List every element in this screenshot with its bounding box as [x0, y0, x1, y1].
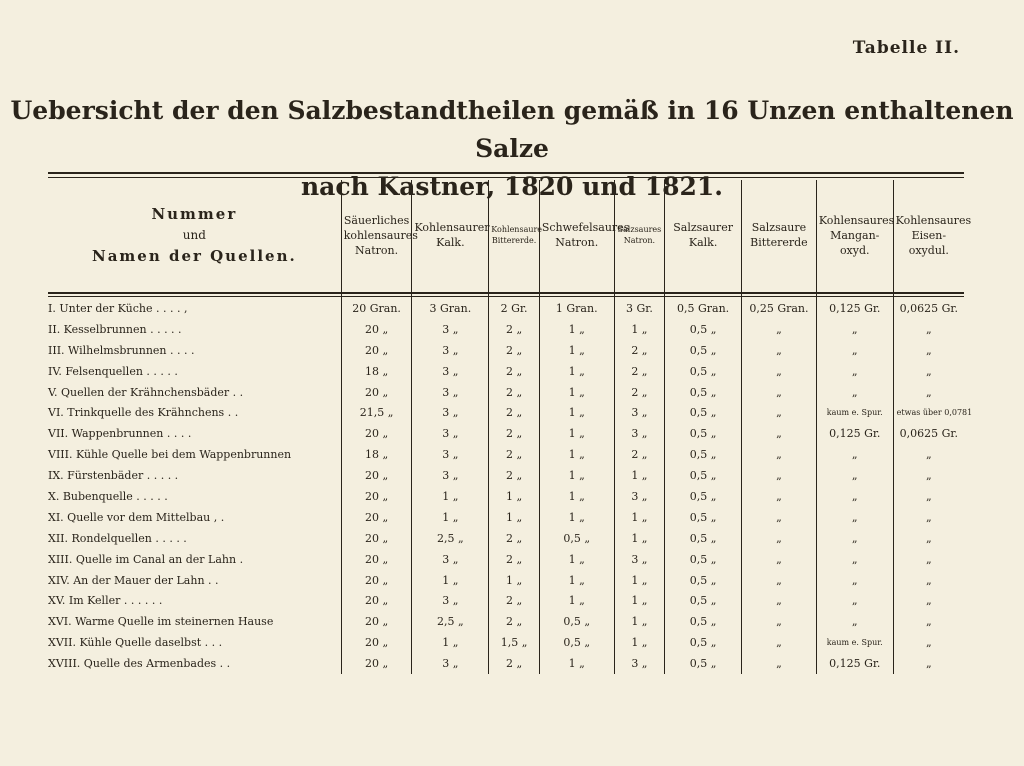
value-cell: „ [893, 590, 964, 611]
spring-name-cell: XVIII. Quelle des Armenbades . . [48, 657, 231, 671]
value-cell: 2 „ [614, 340, 665, 361]
value-cell: 0,125 Gr. [816, 653, 893, 674]
value-cell: 1 „ [489, 486, 540, 507]
value-cell: 1 „ [412, 486, 489, 507]
header-col-9: Kohlensaures Eisen-oxydul. [893, 180, 964, 290]
value-cell: 1 „ [539, 361, 614, 382]
spring-name-cell: II. Kesselbrunnen . . . . . [48, 322, 182, 336]
header-col-6: Salzsaurer Kalk. [665, 180, 742, 290]
value-cell: 2,5 „ [412, 528, 489, 549]
value-cell: „ [816, 611, 893, 632]
value-cell: „ [893, 549, 964, 570]
table-row [48, 590, 964, 611]
value-cell: 20 „ [341, 340, 412, 361]
header-col-1: Säuerliches kohlensaures Natron. [341, 180, 412, 290]
value-cell: 0,5 „ [665, 465, 742, 486]
value-cell: etwas über 0,0781 [893, 402, 964, 423]
value-cell: 0,125 Gr. [816, 423, 893, 444]
spring-name-cell: XV. Im Keller . . . . . . [48, 594, 163, 608]
table-row [48, 290, 964, 319]
header-nummer: Nummer [151, 204, 238, 223]
header-namen: Namen der Quellen. [91, 246, 297, 265]
value-cell: „ [893, 611, 964, 632]
value-cell: „ [893, 653, 964, 674]
spring-name-cell: VIII. Kühle Quelle bei dem Wappenbrunnen [48, 448, 292, 462]
value-cell: 20 „ [341, 590, 412, 611]
value-cell: 1 „ [614, 611, 665, 632]
value-cell: 3 „ [614, 486, 665, 507]
value-cell: 1 „ [539, 507, 614, 528]
value-cell: „ [816, 528, 893, 549]
value-cell: 1 „ [614, 570, 665, 591]
spring-name-cell: XIV. An der Mauer der Lahn . . [48, 573, 219, 587]
value-cell: 2 Gr. [489, 290, 540, 319]
value-cell: „ [742, 549, 817, 570]
table-row [48, 444, 964, 465]
value-cell: „ [742, 528, 817, 549]
value-cell: 1 „ [539, 653, 614, 674]
spring-name-cell: IV. Felsenquellen . . . . . [48, 364, 178, 378]
value-cell: kaum e. Spur. [816, 402, 893, 423]
value-cell: 0,5 „ [665, 590, 742, 611]
table-row [48, 570, 964, 591]
value-cell: 1 „ [614, 528, 665, 549]
value-cell: 20 „ [341, 611, 412, 632]
salts-table [48, 180, 973, 674]
value-cell: 0,5 „ [665, 423, 742, 444]
spring-name-cell: XII. Rondelquellen . . . . . [48, 531, 187, 545]
value-cell: „ [742, 465, 817, 486]
value-cell: 0,5 „ [665, 653, 742, 674]
value-cell: 3 „ [412, 402, 489, 423]
header-col-8: Kohlensaures Mangan-oxyd. [816, 180, 893, 290]
value-cell: 2 „ [489, 382, 540, 403]
title-line-1: Uebersicht der den Salzbestandtheilen gemäß in 16 Unzen enthaltenen Salze [10, 96, 1014, 163]
value-cell: 1 „ [412, 507, 489, 528]
header-name-column [48, 180, 341, 290]
value-cell: 3 „ [412, 361, 489, 382]
value-cell: „ [893, 570, 964, 591]
table-row [48, 507, 964, 528]
value-cell: „ [816, 465, 893, 486]
value-cell: 1,5 „ [489, 632, 540, 653]
value-cell: „ [893, 319, 964, 340]
value-cell: „ [816, 340, 893, 361]
value-cell: 1 „ [614, 465, 665, 486]
value-cell: 1 „ [539, 423, 614, 444]
value-cell: 20 „ [341, 319, 412, 340]
value-cell: 2 „ [614, 382, 665, 403]
value-cell: 0,5 „ [665, 382, 742, 403]
spring-name-cell: XVII. Kühle Quelle daselbst . . . [48, 636, 223, 650]
value-cell: 1 „ [614, 319, 665, 340]
table-row [48, 611, 964, 632]
spring-name-cell: X. Bubenquelle . . . . . [48, 489, 168, 503]
value-cell: 20 „ [341, 549, 412, 570]
table-row [48, 486, 964, 507]
table-header-row [48, 180, 964, 290]
value-cell: 0,5 „ [665, 340, 742, 361]
value-cell: „ [742, 653, 817, 674]
value-cell: „ [742, 590, 817, 611]
table-row [48, 632, 964, 653]
value-cell: „ [742, 423, 817, 444]
spring-name-cell: XI. Quelle vor dem Mittelbau , . [48, 510, 225, 524]
value-cell: 0,0625 Gr. [893, 290, 964, 319]
value-cell: „ [893, 465, 964, 486]
value-cell: „ [816, 507, 893, 528]
table-row [48, 402, 964, 423]
value-cell: 20 „ [341, 528, 412, 549]
table-row [48, 549, 964, 570]
value-cell: 0,5 „ [665, 507, 742, 528]
value-cell: „ [742, 382, 817, 403]
spring-name-cell: IX. Fürstenbäder . . . . . [48, 469, 179, 483]
value-cell: 3 „ [412, 653, 489, 674]
page-label: Tabelle II. [852, 38, 960, 58]
value-cell: „ [816, 590, 893, 611]
value-cell: kaum e. Spur. [816, 632, 893, 653]
value-cell: 3 „ [614, 423, 665, 444]
value-cell: 20 „ [341, 382, 412, 403]
value-cell: 1 „ [412, 570, 489, 591]
value-cell: 0,5 „ [665, 444, 742, 465]
table-row [48, 423, 964, 444]
value-cell: „ [742, 319, 817, 340]
value-cell: 20 „ [341, 486, 412, 507]
value-cell: 1 „ [539, 382, 614, 403]
value-cell: 0,5 „ [665, 486, 742, 507]
table-body [48, 290, 973, 674]
header-col-3: Kohlensaure Bittererde. [489, 180, 540, 290]
header-col-4: Schwefelsaures Natron. [539, 180, 614, 290]
value-cell: „ [742, 570, 817, 591]
value-cell: 0,5 „ [539, 611, 614, 632]
value-cell: „ [893, 528, 964, 549]
value-cell: „ [893, 444, 964, 465]
value-cell: 1 „ [539, 444, 614, 465]
value-cell: „ [816, 549, 893, 570]
table-row [48, 382, 964, 403]
value-cell: 0,5 „ [665, 402, 742, 423]
value-cell: 0,5 „ [665, 528, 742, 549]
value-cell: 20 „ [341, 570, 412, 591]
value-cell: 1 „ [539, 340, 614, 361]
table-row [48, 319, 964, 340]
value-cell: 20 „ [341, 632, 412, 653]
value-cell: 1 „ [489, 507, 540, 528]
spring-name-cell: XVI. Warme Quelle im steinernen Hause [48, 615, 274, 629]
value-cell: „ [893, 486, 964, 507]
spring-name-cell: III. Wilhelmsbrunnen . . . . [48, 343, 195, 357]
spring-name-cell: VII. Wappenbrunnen . . . . [48, 427, 192, 441]
value-cell: „ [816, 570, 893, 591]
header-col-5: Salzsaures Natron. [614, 180, 665, 290]
value-cell: 0,5 „ [665, 319, 742, 340]
value-cell: 0,25 Gran. [742, 290, 817, 319]
value-cell: 3 „ [614, 402, 665, 423]
table-row [48, 465, 964, 486]
value-cell: 3 Gran. [412, 290, 489, 319]
value-cell: 2 „ [614, 444, 665, 465]
value-cell: „ [893, 382, 964, 403]
value-cell: „ [742, 444, 817, 465]
value-cell: „ [742, 507, 817, 528]
value-cell: 3 „ [412, 319, 489, 340]
value-cell: 0,5 „ [539, 632, 614, 653]
value-cell: 3 „ [412, 590, 489, 611]
value-cell: 0,5 „ [665, 549, 742, 570]
value-cell: „ [816, 382, 893, 403]
value-cell: „ [816, 444, 893, 465]
value-cell: „ [742, 486, 817, 507]
value-cell: 2 „ [489, 465, 540, 486]
value-cell: 2 „ [489, 444, 540, 465]
value-cell: 1 „ [539, 465, 614, 486]
value-cell: 3 „ [412, 382, 489, 403]
value-cell: 2 „ [489, 319, 540, 340]
value-cell: 1 „ [539, 570, 614, 591]
value-cell: 1 Gran. [539, 290, 614, 319]
table-row [48, 528, 964, 549]
value-cell: 2 „ [489, 611, 540, 632]
value-cell: 0,125 Gr. [816, 290, 893, 319]
value-cell: 1 „ [412, 632, 489, 653]
value-cell: 0,5 „ [665, 611, 742, 632]
value-cell: 1 „ [539, 486, 614, 507]
value-cell: 3 „ [614, 653, 665, 674]
spring-name-cell: XIII. Quelle im Canal an der Lahn . [48, 552, 244, 566]
value-cell: „ [893, 340, 964, 361]
value-cell: 2 „ [489, 549, 540, 570]
value-cell: 1 „ [614, 590, 665, 611]
header-und: und [182, 227, 206, 242]
value-cell: „ [816, 486, 893, 507]
value-cell: „ [742, 611, 817, 632]
value-cell: 20 „ [341, 465, 412, 486]
value-cell: 1 „ [539, 590, 614, 611]
value-cell: 20 „ [341, 507, 412, 528]
value-cell: „ [742, 361, 817, 382]
value-cell: 3 „ [412, 465, 489, 486]
spring-name-cell: VI. Trinkquelle des Krähnchens . . [48, 406, 239, 420]
value-cell: 0,5 „ [665, 632, 742, 653]
value-cell: 0,0625 Gr. [893, 423, 964, 444]
value-cell: 18 „ [341, 444, 412, 465]
value-cell: 0,5 Gran. [665, 290, 742, 319]
value-cell: 2 „ [489, 590, 540, 611]
value-cell: 21,5 „ [341, 402, 412, 423]
value-cell: 3 „ [412, 340, 489, 361]
value-cell: 0,5 „ [665, 361, 742, 382]
spring-name-cell: I. Unter der Küche . . . . , [48, 301, 188, 315]
title-line-2: nach Kastner, 1820 und 1821. [301, 172, 723, 201]
value-cell: 2 „ [489, 361, 540, 382]
value-cell: 1 „ [489, 570, 540, 591]
value-cell: 1 „ [539, 402, 614, 423]
value-cell: „ [816, 319, 893, 340]
top-rule [48, 172, 964, 178]
value-cell: 3 „ [412, 549, 489, 570]
value-cell: 2 „ [489, 653, 540, 674]
value-cell: „ [893, 507, 964, 528]
value-cell: 2 „ [489, 340, 540, 361]
value-cell: „ [742, 340, 817, 361]
header-col-2: Kohlensaurer Kalk. [412, 180, 489, 290]
value-cell: 20 Gran. [341, 290, 412, 319]
value-cell: 1 „ [614, 507, 665, 528]
value-cell: 1 „ [539, 549, 614, 570]
value-cell: 2 „ [489, 423, 540, 444]
spring-name-cell: V. Quellen der Krähnchensbäder . . [48, 385, 244, 399]
value-cell: 0,5 „ [539, 528, 614, 549]
value-cell: 0,5 „ [665, 570, 742, 591]
table-row [48, 653, 964, 674]
value-cell: 3 Gr. [614, 290, 665, 319]
header-col-7: Salzsaure Bittererde [742, 180, 817, 290]
value-cell: 18 „ [341, 361, 412, 382]
value-cell: „ [742, 632, 817, 653]
value-cell: 20 „ [341, 423, 412, 444]
value-cell: 3 „ [412, 423, 489, 444]
value-cell: 1 „ [539, 319, 614, 340]
value-cell: „ [816, 361, 893, 382]
value-cell: 2 „ [489, 402, 540, 423]
value-cell: 20 „ [341, 653, 412, 674]
table-row [48, 361, 964, 382]
value-cell: 3 „ [614, 549, 665, 570]
value-cell: „ [742, 402, 817, 423]
value-cell: 2 „ [489, 528, 540, 549]
value-cell: 2,5 „ [412, 611, 489, 632]
table-row [48, 340, 964, 361]
value-cell: 1 „ [614, 632, 665, 653]
value-cell: „ [893, 361, 964, 382]
value-cell: 3 „ [412, 444, 489, 465]
value-cell: „ [893, 632, 964, 653]
value-cell: 2 „ [614, 361, 665, 382]
